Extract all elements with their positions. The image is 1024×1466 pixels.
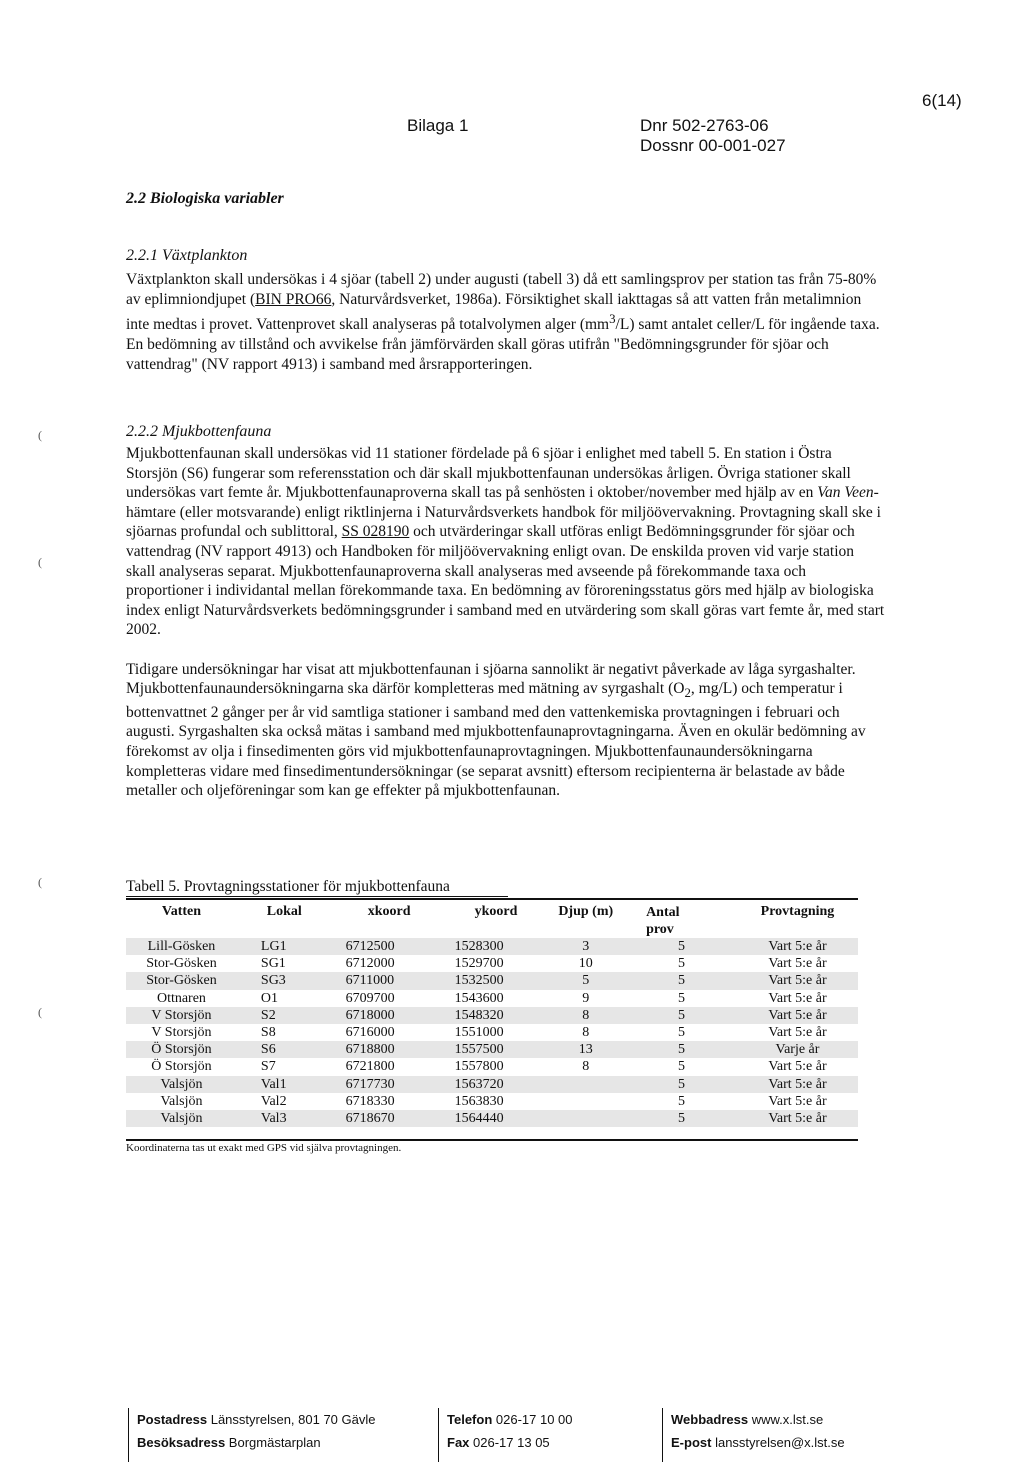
table-footnote: Koordinaterna tas ut exakt med GPS vid själva provtagningen. (126, 1142, 402, 1154)
table-cell: 13 (545, 1041, 626, 1058)
table-row (126, 1093, 858, 1110)
table-row (126, 1007, 858, 1024)
table-cell: 8 (545, 1007, 626, 1024)
footer-address (128, 1408, 376, 1462)
table-cell: Ö Storsjön (126, 1041, 237, 1058)
subsection-title-vaxtplankton: 2.2.1 Växtplankton (126, 247, 248, 264)
footer-email (671, 1431, 845, 1454)
table-cell: 1548320 (447, 1007, 546, 1024)
column-header: ykoord (474, 904, 518, 919)
table-cell: S6 (237, 1041, 332, 1058)
footer-value: Borgmästarplan (228, 1435, 321, 1450)
table-cell: Val1 (237, 1076, 332, 1093)
table-cell: Vart 5:e år (768, 1025, 827, 1041)
section-title: 2.2 Biologiska variabler (126, 190, 284, 207)
column-header: Lokal (266, 904, 302, 919)
table-cell: 6712000 (345, 956, 395, 972)
table-row (126, 1076, 858, 1093)
footer-visit (137, 1431, 376, 1454)
reference-numbers (640, 116, 786, 156)
table-cell: 1551000 (454, 1025, 504, 1041)
table-cell: Val2 (260, 1093, 287, 1109)
table-cell: 3 (545, 938, 626, 955)
table-bottom-rule (126, 1139, 858, 1141)
superscript: 3 (609, 311, 616, 327)
table-cell: 5 (678, 990, 686, 1006)
table-cell: 1543600 (454, 990, 504, 1006)
subsection-title-mjukbottenfauna: 2.2.2 Mjukbottenfauna (126, 423, 272, 440)
italic-term: Van Veen (817, 484, 874, 502)
table-cell: 5 (678, 1025, 686, 1041)
table-cell: 6711000 (332, 972, 447, 989)
table-cell: 1557500 (447, 1041, 546, 1058)
footer-postal (137, 1408, 376, 1431)
table-cell: 5 (678, 956, 686, 972)
margin-mark: ( (38, 428, 42, 442)
footer-value: Länsstyrelsen, 801 70 Gävle (210, 1412, 376, 1427)
column-header (626, 902, 737, 938)
table-cell: 6716000 (345, 1025, 395, 1041)
table-cell: Lill-Gösken (126, 938, 237, 955)
table-row (126, 1041, 858, 1058)
table-cell: Stor-Gösken (126, 972, 237, 989)
footer-label: Fax (447, 1435, 470, 1450)
table-cell: 6721800 (345, 1059, 395, 1075)
table-cell: Vart 5:e år (737, 1076, 858, 1093)
table-cell: 8 (582, 1025, 590, 1041)
footer-label: Webbadress (671, 1412, 749, 1427)
text-run: Tidigare undersökningar har visat att mjukbottenfaunan i sjöarna sannolikt är negativt påverkade av låga syrgashalter. Mjukbottenfaunaundersökningarna ska därför kompletteras med mätning av syrgashalt (O (126, 660, 856, 698)
table-cell: Varje år (737, 1041, 858, 1058)
footer-value: 026-17 10 00 (495, 1412, 573, 1427)
table-cell (545, 1110, 626, 1127)
table-cell: SG3 (237, 972, 332, 989)
diary-number: Dnr 502-2763-06 (640, 116, 769, 135)
table-cell: 5 (626, 938, 737, 955)
table-cell: Valsjön (126, 1076, 237, 1093)
table-cell: 5 (626, 1076, 737, 1093)
text-run: , mg/L) och temperatur i bottenvattnet 2 gånger per år vid samtliga stationer i samband med den vattenkemiska provtagningen i februari och augusti. Syrgashalten ska också mätas i samband med mjukbottenfaunaprovtagningarna. Även en okulär bedömning av förekomst av olja i finsedimenten görs vid mjukbottenfaunaprovtagningen. Mjukbottenfaunaundersökningarna kompletteras vidare med finsedimentundersökningar (se separat avsnitt) eftersom recipienterna är belastade av både metaller och oljeföreningar som kan ge effekter på mjukbottenfaunan. (126, 680, 866, 800)
table-cell: 1532500 (447, 972, 546, 989)
text-run: /L) samt antalet celler/L för ingående taxa. En bedömning av tillstånd och avvikelse från jämförvärden skall göras utifrån "Bedömningsgrunder för sjöar och vattendrag" (NV rapport 4913) i samband med årsrapporteringen. (126, 316, 880, 373)
table-cell: 1557800 (454, 1059, 504, 1075)
text-run: Växtplankton skall undersökas i 4 sjöar (tabell 2) under augusti (tabell 3) då ett samlingsprov per station tas från 75-80% av eplimniondjupet ( (126, 271, 877, 308)
table-cell: 5 (626, 1007, 737, 1024)
table-row (126, 938, 858, 955)
table-row (126, 1058, 858, 1075)
paragraph-vaxtplankton (126, 270, 886, 394)
table-cell: S7 (260, 1059, 276, 1075)
table-cell: 1528300 (447, 938, 546, 955)
table-row (126, 1024, 858, 1041)
table-cell: Vart 5:e år (768, 990, 827, 1006)
margin-mark: ( (38, 1005, 42, 1019)
table-top-rule (126, 898, 858, 900)
table-row (126, 972, 858, 989)
table-cell: 9 (582, 990, 590, 1006)
table-cell: 5 (626, 1041, 737, 1058)
table-cell (545, 1093, 626, 1110)
table-header-row (126, 902, 858, 938)
table-cell: 1563720 (447, 1076, 546, 1093)
table-cell: V Storsjön (126, 1007, 237, 1024)
table-cell: Stor-Gösken (146, 956, 217, 972)
table-cell: 6718670 (332, 1110, 447, 1127)
column-header: Provtagning (760, 904, 835, 919)
table-cell: Vart 5:e år (737, 972, 858, 989)
table-cell: Ottnaren (156, 990, 206, 1006)
attachment-label: Bilaga 1 (407, 116, 469, 135)
table-row (126, 955, 858, 972)
table-cell: O1 (260, 990, 279, 1006)
table-cell: Vart 5:e år (737, 1110, 858, 1127)
table-cell: S2 (237, 1007, 332, 1024)
text-run: Mjukbottenfaunan skall undersökas vid 11 stationer fördelade på 6 sjöar i enlighet med tabell 5. En station i Östra Storsjön (S6) fungerar som referensstation och där skall mjukbottenfaunan undersökas årligen. Övriga stationer skall undersökas vart femte år. Mjukbottenfaunaproverna skall tas på senhösten i oktober/november med hjälp av en (126, 445, 851, 502)
table-cell: 5 (678, 1059, 686, 1075)
table-cell: 5 (626, 972, 737, 989)
table-row (126, 1110, 858, 1127)
reference-link-ss-028190[interactable]: SS 028190 (341, 523, 410, 541)
footer-telephone (447, 1408, 573, 1431)
table-cell: Vart 5:e år (768, 1093, 827, 1109)
footer-label: Besöksadress (137, 1435, 226, 1450)
email-link[interactable]: lansstyrelsen@x.lst.se (715, 1435, 845, 1450)
margin-mark: ( (38, 555, 42, 569)
table-cell: Vart 5:e år (768, 1059, 827, 1075)
table-cell: 5 (545, 972, 626, 989)
table-cell: Vart 5:e år (737, 938, 858, 955)
table-body (126, 938, 858, 1127)
table-cell: 10 (578, 956, 593, 972)
table-cell: Vart 5:e år (768, 956, 827, 972)
column-header: Vatten (161, 904, 202, 919)
footer-value: 026-17 13 05 (473, 1435, 550, 1450)
table-cell: 6709700 (345, 990, 395, 1006)
footer-label: E-post (671, 1435, 712, 1450)
footer-label: Telefon (447, 1412, 493, 1427)
table-cell: 1564440 (447, 1110, 546, 1127)
footer-website (671, 1408, 845, 1431)
footer-fax (447, 1431, 573, 1454)
table-cell: 6718330 (345, 1093, 395, 1109)
footer-web (662, 1408, 845, 1462)
column-header: Djup (m) (558, 904, 614, 919)
table-cell: Valsjön (126, 1110, 237, 1127)
table-row (126, 990, 858, 1007)
table-cell: S8 (260, 1025, 276, 1041)
footer-label: Postadress (137, 1412, 208, 1427)
table-cell (545, 1076, 626, 1093)
table-cell: 5 (678, 1093, 686, 1109)
table-cell: 6718000 (332, 1007, 447, 1024)
table-cell: Valsjön (160, 1093, 203, 1109)
column-header-text: Antal prov (646, 905, 680, 937)
text-run: , Naturvårdsverket, 1986a). Försiktighet skall iakttagas så att vatten från metalimnion inte medtas i provet. Vattenprovet skall analyseras på totalvolymen alger (mm (126, 290, 862, 334)
text-run: -hämtare (eller motsvarande) enligt riktlinjerna i Naturvårdsverkets handbok för miljöövervakning. Provtagning skall ske i sjöarnas profundal och sublittoral, (126, 484, 881, 541)
paragraph-mjukbottenfauna (126, 444, 886, 820)
stations-table (126, 902, 858, 1127)
page-number: 6(14) (922, 91, 962, 110)
table-cell: 6718800 (332, 1041, 447, 1058)
table-cell: 1563830 (454, 1093, 504, 1109)
table-cell: Val3 (237, 1110, 332, 1127)
text-run: och utvärderingar skall utföras enligt Bedömningsgrunder för sjöar och vattendrag (NV rapport 4913) och Handboken för miljöövervakning enligt ovan. De enskilda proven vid varje station skall analyseras separat. Mjukbottenfaunaproverna skall analyseras med avseende på förekommande taxa och proportioner i individantal mellan förekommande taxa. En bedömning av föroreningsstatus görs med hjälp av biologiska index enligt Naturvårdsverkets bedömningsgrunder i samband med en utvärdering som skall göras vart femte år, med start 2002. (126, 523, 885, 639)
table-cell: Ö Storsjön (151, 1059, 212, 1075)
table-cell: 6712500 (332, 938, 447, 955)
reference-link-bin-pro66[interactable]: BIN PRO66 (255, 290, 332, 308)
dossier-number: Dossnr 00-001-027 (640, 136, 786, 155)
column-header: xkoord (367, 904, 411, 919)
table-cell: V Storsjön (151, 1025, 212, 1041)
table-cell: 6717730 (332, 1076, 447, 1093)
margin-mark: ( (38, 875, 42, 889)
table-cell: LG1 (237, 938, 332, 955)
subscript: 2 (684, 685, 691, 701)
table-cell: 8 (582, 1059, 590, 1075)
table-cell: 5 (626, 1110, 737, 1127)
table-caption: Tabell 5. Provtagningsstationer för mjukbottenfauna (126, 878, 508, 897)
website-link[interactable]: www.x.lst.se (751, 1412, 824, 1427)
table-cell: SG1 (260, 956, 286, 972)
table-cell: 1529700 (454, 956, 504, 972)
table-cell: Vart 5:e år (737, 1007, 858, 1024)
footer-phone (438, 1408, 573, 1462)
